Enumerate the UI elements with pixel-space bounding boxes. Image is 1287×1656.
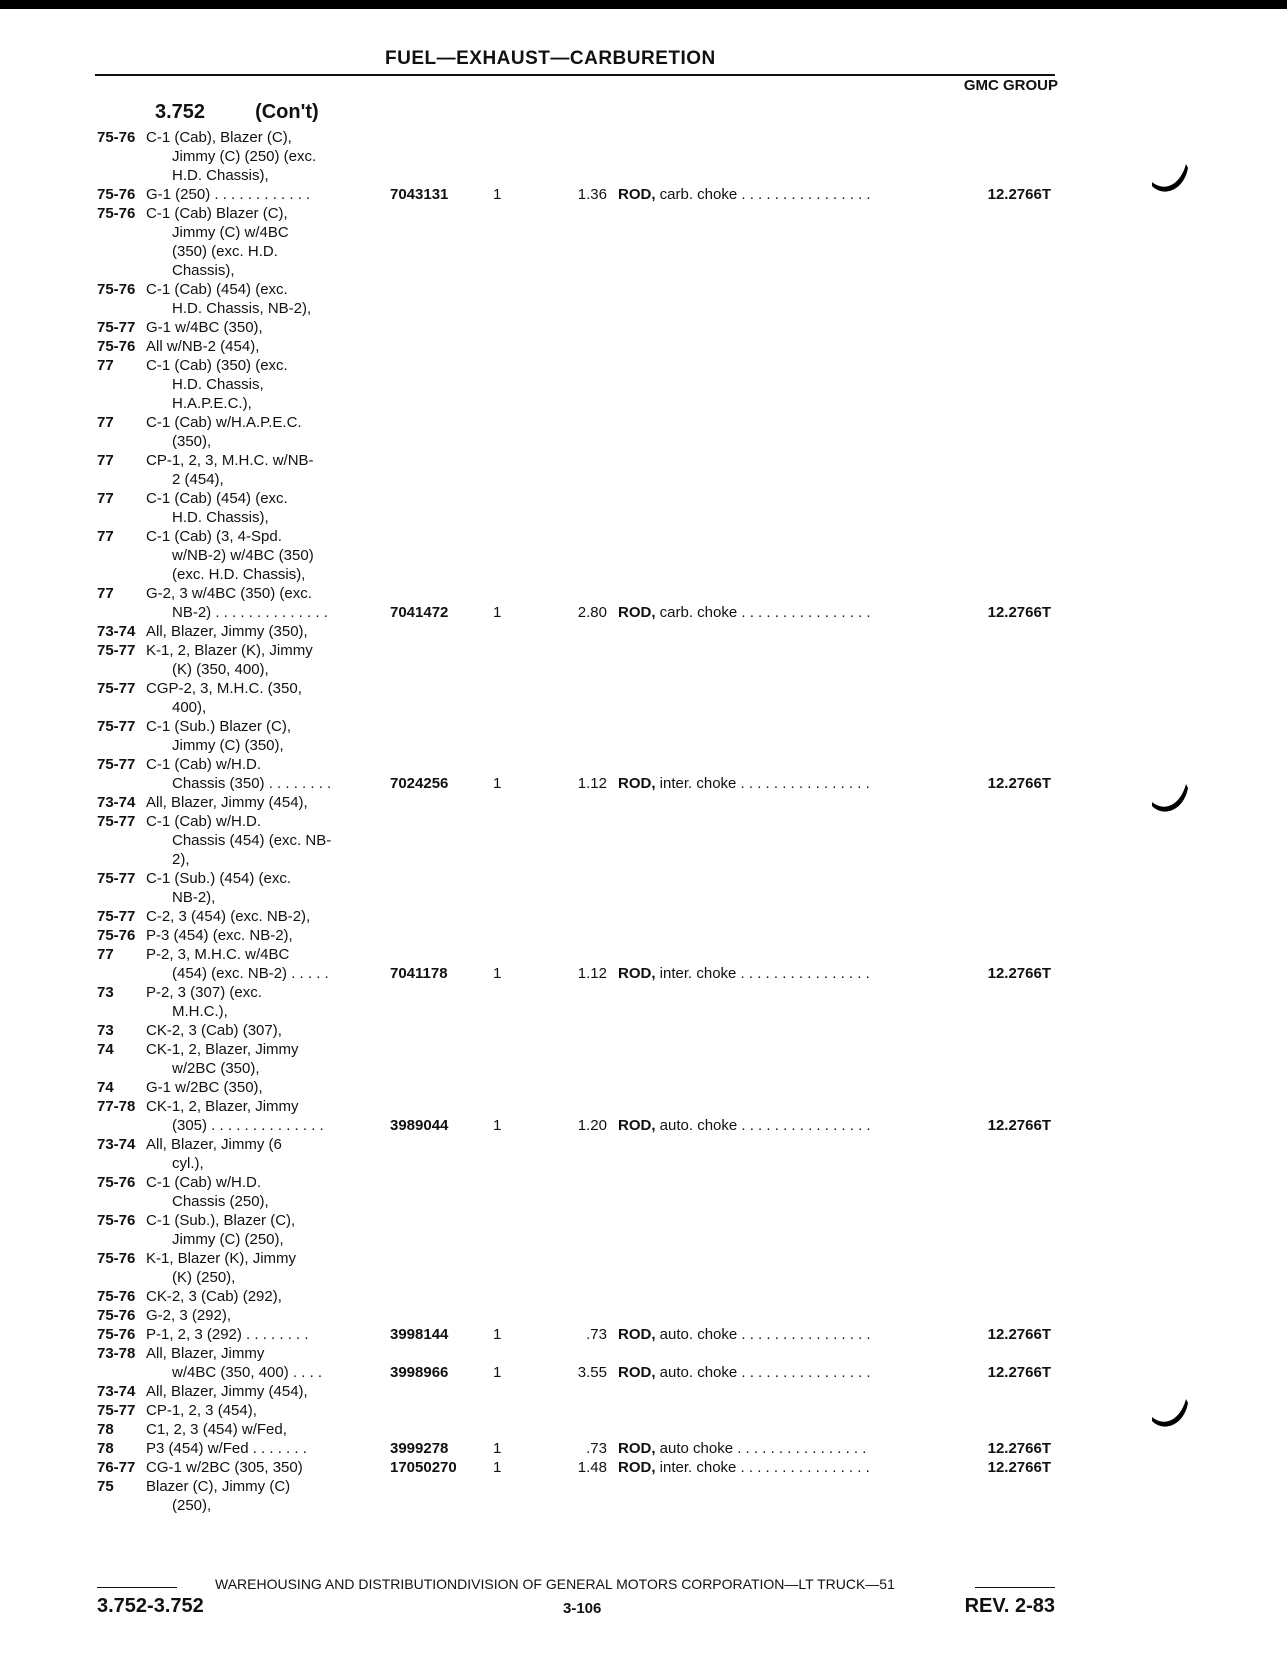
group-label: GMC GROUP: [963, 77, 1058, 94]
model-year: 78: [97, 1440, 114, 1457]
quantity: 1: [493, 1326, 502, 1343]
model-year: 75-76: [97, 205, 136, 222]
list-price: .73: [586, 1326, 607, 1343]
parts-row: [0, 1116, 1287, 1135]
model-year: 77: [97, 946, 114, 963]
model-year: 75-77: [97, 813, 136, 830]
footer-rule-right: [975, 1587, 1055, 1588]
footer-text: WAREHOUSING AND DISTRIBUTIONDIVISION OF GENERAL MOTORS CORPORATION—LT TRUCK—51: [215, 1576, 895, 1592]
parts-row: [0, 223, 1287, 242]
application: NB-2),: [172, 889, 216, 906]
application: G-2, 3 (292),: [146, 1307, 232, 1324]
application: Blazer (C), Jimmy (C): [146, 1478, 291, 1495]
application: w/2BC (350),: [172, 1060, 260, 1077]
parts-row: [0, 1401, 1287, 1420]
model-year: 77: [97, 585, 114, 602]
parts-row: [0, 1192, 1287, 1211]
model-year: 73-74: [97, 1383, 136, 1400]
catalog-group-number: 12.2766T: [987, 1326, 1051, 1343]
parts-row: [0, 603, 1287, 622]
model-year: 75-76: [97, 927, 136, 944]
part-name: ROD,: [618, 1440, 656, 1457]
parts-row: [0, 1325, 1287, 1344]
parts-row: [0, 755, 1287, 774]
parts-row: [0, 242, 1287, 261]
application: C-1 (Cab) (3, 4-Spd.: [146, 528, 282, 545]
part-detail: auto. choke . . . . . . . . . . . . . . . .: [655, 1364, 871, 1381]
application: (K) (250),: [172, 1269, 236, 1286]
parts-row: [0, 508, 1287, 527]
application: Jimmy (C) (250),: [172, 1231, 284, 1248]
application: C-2, 3 (454) (exc. NB-2),: [146, 908, 311, 925]
application: (454) (exc. NB-2) . . . . .: [172, 965, 329, 982]
application: CK-1, 2, Blazer, Jimmy: [146, 1041, 299, 1058]
application: All, Blazer, Jimmy (6: [146, 1136, 282, 1153]
part-detail: carb. choke . . . . . . . . . . . . . . . .: [655, 186, 871, 203]
quantity: 1: [493, 1117, 502, 1134]
part-number: 3998966: [390, 1364, 449, 1381]
parts-row: [0, 945, 1287, 964]
application: CGP-2, 3, M.H.C. (350,: [146, 680, 302, 697]
part-number: 3989044: [390, 1117, 449, 1134]
parts-row: [0, 337, 1287, 356]
application: G-1 (250) . . . . . . . . . . . .: [146, 186, 311, 203]
parts-list: [0, 128, 1287, 1515]
parts-row: [0, 489, 1287, 508]
application: w/4BC (350, 400) . . . .: [172, 1364, 323, 1381]
application: Jimmy (C) w/4BC: [172, 224, 289, 241]
application: H.A.P.E.C.),: [172, 395, 252, 412]
application: C-1 (Cab) w/H.A.P.E.C.: [146, 414, 302, 431]
application: C-1 (Sub.), Blazer (C),: [146, 1212, 296, 1229]
model-year: 75: [97, 1478, 114, 1495]
model-year: 74: [97, 1041, 114, 1058]
application: C-1 (Cab) (350) (exc.: [146, 357, 288, 374]
model-year: 73-74: [97, 1136, 136, 1153]
parts-row: [0, 527, 1287, 546]
list-price: 1.36: [577, 186, 607, 203]
application: CK-2, 3 (Cab) (292),: [146, 1288, 282, 1305]
model-year: 73: [97, 1022, 114, 1039]
top-border-bar: [0, 0, 1287, 9]
application: 2),: [172, 851, 190, 868]
parts-row: [0, 774, 1287, 793]
part-description: [618, 1363, 871, 1382]
parts-row: [0, 318, 1287, 337]
parts-row: [0, 413, 1287, 432]
part-number: 7024256: [390, 775, 449, 792]
application: C-1 (Cab) Blazer (C),: [146, 205, 288, 222]
model-year: 77-78: [97, 1098, 136, 1115]
application: P-2, 3, M.H.C. w/4BC: [146, 946, 290, 963]
section-number: 3.752: [155, 101, 206, 123]
catalog-group-number: 12.2766T: [987, 1440, 1051, 1457]
catalog-group-number: 12.2766T: [987, 1459, 1051, 1476]
parts-row: [0, 1496, 1287, 1515]
application: C-1 (Sub.) (454) (exc.: [146, 870, 292, 887]
application: All, Blazer, Jimmy: [146, 1345, 265, 1362]
application: P-2, 3 (307) (exc.: [146, 984, 262, 1001]
model-year: 73-74: [97, 794, 136, 811]
part-detail: auto choke . . . . . . . . . . . . . . . .: [655, 1440, 867, 1457]
parts-row: [0, 299, 1287, 318]
part-description: [618, 603, 871, 622]
catalog-group-number: 12.2766T: [987, 1117, 1051, 1134]
model-year: 75-76: [97, 1212, 136, 1229]
quantity: 1: [493, 1459, 502, 1476]
part-name: ROD,: [618, 186, 656, 203]
catalog-group-number: 12.2766T: [987, 186, 1051, 203]
model-year: 73-74: [97, 623, 136, 640]
parts-row: [0, 793, 1287, 812]
section-reference: 3.752-3.752: [97, 1595, 204, 1617]
model-year: 75-77: [97, 680, 136, 697]
model-year: 75-77: [97, 319, 136, 336]
parts-row: [0, 641, 1287, 660]
parts-row: [0, 926, 1287, 945]
application: (250),: [172, 1497, 212, 1514]
page-number: 3-106: [563, 1600, 602, 1617]
part-name: ROD,: [618, 965, 656, 982]
model-year: 75-77: [97, 908, 136, 925]
model-year: 77: [97, 528, 114, 545]
parts-row: [0, 1382, 1287, 1401]
parts-row: [0, 185, 1287, 204]
parts-row: [0, 1078, 1287, 1097]
application: H.D. Chassis),: [172, 167, 269, 184]
parts-row: [0, 907, 1287, 926]
catalog-group-number: 12.2766T: [987, 604, 1051, 621]
application: CG-1 w/2BC (305, 350): [146, 1459, 303, 1476]
quantity: 1: [493, 1364, 502, 1381]
part-name: ROD,: [618, 775, 656, 792]
part-description: [618, 1439, 866, 1458]
parts-row: [0, 1344, 1287, 1363]
parts-row: [0, 1040, 1287, 1059]
application: Chassis (454) (exc. NB-: [172, 832, 332, 849]
part-description: [618, 964, 870, 983]
catalog-group-number: 12.2766T: [987, 965, 1051, 982]
application: Jimmy (C) (350),: [172, 737, 284, 754]
binder-clip-mark-icon: [1150, 160, 1190, 196]
application: All, Blazer, Jimmy (454),: [146, 794, 308, 811]
page-title: FUEL—EXHAUST—CARBURETION: [385, 48, 716, 69]
model-year: 75-76: [97, 1326, 136, 1343]
part-description: [618, 1458, 870, 1477]
model-year: 77: [97, 452, 114, 469]
parts-row: [0, 1211, 1287, 1230]
quantity: 1: [493, 604, 502, 621]
parts-row: [0, 166, 1287, 185]
parts-row: [0, 1097, 1287, 1116]
catalog-group-number: 12.2766T: [987, 775, 1051, 792]
parts-row: [0, 869, 1287, 888]
application: C-1 (Cab) (454) (exc.: [146, 281, 288, 298]
parts-row: [0, 850, 1287, 869]
application: NB-2) . . . . . . . . . . . . . .: [172, 604, 328, 621]
model-year: 77: [97, 414, 114, 431]
parts-row: [0, 831, 1287, 850]
parts-row: [0, 1287, 1287, 1306]
application: P-1, 2, 3 (292) . . . . . . . .: [146, 1326, 309, 1343]
part-description: [618, 1116, 871, 1135]
parts-row: [0, 375, 1287, 394]
application: (K) (350, 400),: [172, 661, 269, 678]
binder-clip-mark-icon: [1150, 780, 1190, 816]
parts-row: [0, 1135, 1287, 1154]
part-number: 7041178: [390, 965, 448, 982]
quantity: 1: [493, 965, 502, 982]
parts-row: [0, 717, 1287, 736]
part-number: 17050270: [390, 1459, 457, 1476]
parts-row: [0, 812, 1287, 831]
application: CP-1, 2, 3 (454),: [146, 1402, 257, 1419]
application: H.D. Chassis,: [172, 376, 264, 393]
part-name: ROD,: [618, 1117, 656, 1134]
part-number: 3998144: [390, 1326, 449, 1343]
parts-row: [0, 1306, 1287, 1325]
quantity: 1: [493, 1440, 502, 1457]
parts-row: [0, 1021, 1287, 1040]
model-year: 77: [97, 357, 114, 374]
parts-row: [0, 1363, 1287, 1382]
application: cyl.),: [172, 1155, 204, 1172]
application: 2 (454),: [172, 471, 224, 488]
parts-row: [0, 1154, 1287, 1173]
application: H.D. Chassis),: [172, 509, 269, 526]
list-price: 2.80: [577, 604, 607, 621]
catalog-group-number: 12.2766T: [987, 1364, 1051, 1381]
parts-row: [0, 1420, 1287, 1439]
list-price: 1.12: [577, 965, 607, 982]
application: Jimmy (C) (250) (exc.: [172, 148, 317, 165]
parts-row: [0, 470, 1287, 489]
application: (350) (exc. H.D.: [172, 243, 278, 260]
application: All, Blazer, Jimmy (350),: [146, 623, 308, 640]
application: w/NB-2) w/4BC (350): [172, 547, 314, 564]
model-year: 75-76: [97, 1250, 136, 1267]
parts-row: [0, 1230, 1287, 1249]
model-year: 75-76: [97, 129, 136, 146]
list-price: .73: [586, 1440, 607, 1457]
parts-row: [0, 451, 1287, 470]
application: 400),: [172, 699, 207, 716]
application: P-3 (454) (exc. NB-2),: [146, 927, 293, 944]
part-number: 7043131: [390, 186, 449, 203]
application: CP-1, 2, 3, M.H.C. w/NB-: [146, 452, 314, 469]
model-year: 75-76: [97, 1288, 136, 1305]
application: (305) . . . . . . . . . . . . . .: [172, 1117, 324, 1134]
application: C-1 (Sub.) Blazer (C),: [146, 718, 292, 735]
model-year: 77: [97, 490, 114, 507]
parts-row: [0, 679, 1287, 698]
list-price: 3.55: [577, 1364, 607, 1381]
quantity: 1: [493, 775, 502, 792]
part-detail: carb. choke . . . . . . . . . . . . . . . .: [655, 604, 871, 621]
model-year: 75-77: [97, 642, 136, 659]
application: (exc. H.D. Chassis),: [172, 566, 306, 583]
list-price: 1.12: [577, 775, 607, 792]
quantity: 1: [493, 186, 502, 203]
model-year: 75-77: [97, 1402, 136, 1419]
model-year: 75-76: [97, 186, 136, 203]
model-year: 73: [97, 984, 114, 1001]
part-detail: inter. choke . . . . . . . . . . . . . . . .: [655, 965, 870, 982]
list-price: 1.48: [577, 1459, 607, 1476]
application: CK-2, 3 (Cab) (307),: [146, 1022, 282, 1039]
application: K-1, 2, Blazer (K), Jimmy: [146, 642, 313, 659]
model-year: 76-77: [97, 1459, 136, 1476]
model-year: 78: [97, 1421, 114, 1438]
parts-row: [0, 394, 1287, 413]
parts-row: [0, 147, 1287, 166]
model-year: 75-76: [97, 338, 136, 355]
part-number: 3999278: [390, 1440, 449, 1457]
parts-row: [0, 1458, 1287, 1477]
application: G-1 w/2BC (350),: [146, 1079, 263, 1096]
application: H.D. Chassis, NB-2),: [172, 300, 312, 317]
footer-rule-left: [97, 1587, 177, 1588]
parts-row: [0, 736, 1287, 755]
parts-row: [0, 1477, 1287, 1496]
revision-label: REV. 2-83: [964, 1595, 1055, 1617]
model-year: 75-76: [97, 1307, 136, 1324]
parts-row: [0, 280, 1287, 299]
application: C-1 (Cab) (454) (exc.: [146, 490, 288, 507]
application: C-1 (Cab) w/H.D.: [146, 1174, 262, 1191]
part-detail: inter. choke . . . . . . . . . . . . . . . .: [655, 1459, 870, 1476]
model-year: 73-78: [97, 1345, 136, 1362]
parts-row: [0, 1268, 1287, 1287]
application: C-1 (Cab) w/H.D.: [146, 756, 262, 773]
model-year: 74: [97, 1079, 114, 1096]
model-year: 75-77: [97, 718, 136, 735]
part-description: [618, 185, 871, 204]
parts-row: [0, 1002, 1287, 1021]
parts-row: [0, 432, 1287, 451]
part-detail: inter. choke . . . . . . . . . . . . . . . .: [655, 775, 870, 792]
model-year: 75-77: [97, 870, 136, 887]
application: All w/NB-2 (454),: [146, 338, 260, 355]
application: C1, 2, 3 (454) w/Fed,: [146, 1421, 287, 1438]
model-year: 75-76: [97, 1174, 136, 1191]
parts-row: [0, 698, 1287, 717]
application: (350),: [172, 433, 212, 450]
application: M.H.C.),: [172, 1003, 228, 1020]
part-name: ROD,: [618, 1326, 656, 1343]
parts-row: [0, 983, 1287, 1002]
model-year: 75-77: [97, 756, 136, 773]
application: K-1, Blazer (K), Jimmy: [146, 1250, 297, 1267]
application: C-1 (Cab), Blazer (C),: [146, 129, 292, 146]
parts-row: [0, 546, 1287, 565]
parts-row: [0, 128, 1287, 147]
parts-row: [0, 204, 1287, 223]
application: G-2, 3 w/4BC (350) (exc.: [146, 585, 312, 602]
parts-row: [0, 584, 1287, 603]
application: G-1 w/4BC (350),: [146, 319, 263, 336]
parts-row: [0, 660, 1287, 679]
title-rule: [95, 74, 1055, 76]
parts-row: [0, 261, 1287, 280]
application: Chassis (250),: [172, 1193, 269, 1210]
part-name: ROD,: [618, 604, 656, 621]
part-description: [618, 774, 870, 793]
application: CK-1, 2, Blazer, Jimmy: [146, 1098, 299, 1115]
model-year: 75-76: [97, 281, 136, 298]
section-heading: [155, 101, 319, 124]
parts-row: [0, 622, 1287, 641]
application: P3 (454) w/Fed . . . . . . .: [146, 1440, 307, 1457]
parts-row: [0, 888, 1287, 907]
section-continued: (Con't): [255, 101, 319, 123]
parts-row: [0, 964, 1287, 983]
part-name: ROD,: [618, 1364, 656, 1381]
part-number: 7041472: [390, 604, 449, 621]
application: All, Blazer, Jimmy (454),: [146, 1383, 308, 1400]
parts-row: [0, 1439, 1287, 1458]
parts-row: [0, 356, 1287, 375]
part-description: [618, 1325, 871, 1344]
parts-row: [0, 1173, 1287, 1192]
application: Chassis (350) . . . . . . . .: [172, 775, 332, 792]
parts-row: [0, 565, 1287, 584]
part-detail: auto. choke . . . . . . . . . . . . . . . .: [655, 1117, 871, 1134]
application: C-1 (Cab) w/H.D.: [146, 813, 262, 830]
part-detail: auto. choke . . . . . . . . . . . . . . . .: [655, 1326, 871, 1343]
list-price: 1.20: [577, 1117, 607, 1134]
parts-row: [0, 1059, 1287, 1078]
parts-row: [0, 1249, 1287, 1268]
binder-clip-mark-icon: [1150, 1395, 1190, 1431]
part-name: ROD,: [618, 1459, 656, 1476]
application: Chassis),: [172, 262, 235, 279]
